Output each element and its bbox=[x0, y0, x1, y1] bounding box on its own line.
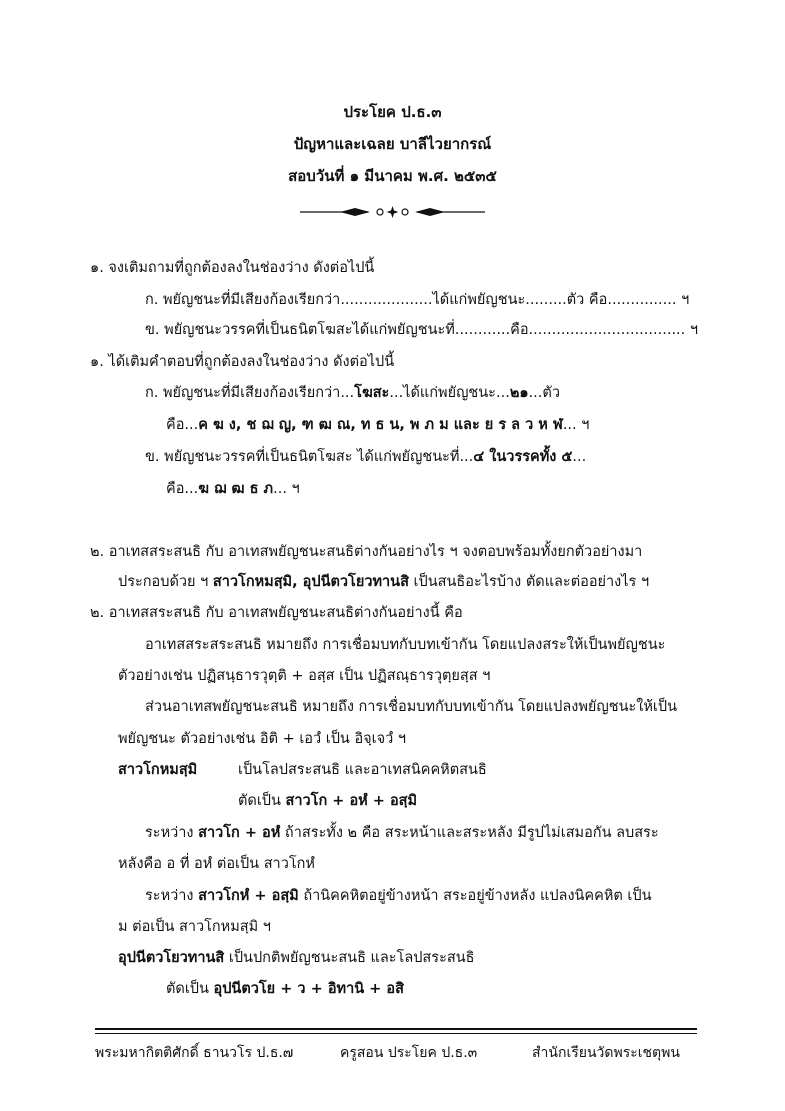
answer-1a-term: โฆสะ bbox=[354, 385, 390, 401]
example-1-rule-2-text: ถ้านิคคหิตอยู่ข้างหน้า สระอยู่ข้างหลัง แปลงนิคคหิต เป็น bbox=[298, 888, 652, 904]
answer-1b-list bbox=[166, 477, 300, 500]
answer-1: ๑. ได้เติมคำตอบที่ถูกต้องลงในช่องว่าง ดังต่อไปนี้ bbox=[90, 354, 395, 370]
example-1-rule-1-cont: หลังคือ อ ที่ อหํ ต่อเป็น สาวโกหํ bbox=[118, 856, 315, 872]
answer-2-consonant-example: พยัญชนะ ตัวอย่างเช่น อิติ + เอวํ เป็น อิจฺเจวํ ฯ bbox=[118, 731, 407, 747]
example-1-cut-parts: สาวโก + อหํ + อสฺมิ bbox=[285, 793, 418, 809]
answer-1b bbox=[145, 445, 586, 468]
example-1-cut bbox=[238, 789, 417, 812]
example-1-desc: เป็นโลปสระสนธิ และอาเทสนิคคหิตสนธิ bbox=[238, 762, 487, 778]
footer-institution: สำนักเรียนวัดพระเชตุพน bbox=[532, 1045, 680, 1061]
question-2-words: สาวโกหมสฺมิ, อุปนีตวโยวทานสิ bbox=[212, 574, 409, 590]
example-2-word: อุปนีตวโยวทานสิ bbox=[118, 950, 225, 966]
example-2-cut-label: ตัดเป็น bbox=[166, 981, 214, 997]
answer-1b-consonants: ฆ ฌ ฒ ธ ภ bbox=[198, 481, 274, 497]
example-2-cut-parts: อุปนีตวโย + ว + อิทานิ + อสิ bbox=[213, 981, 404, 997]
answer-1a-list-prefix: คือ... bbox=[166, 417, 199, 433]
question-2-suffix: เป็นสนธิอะไรบ้าง ตัดและต่ออย่างไร ฯ bbox=[408, 574, 650, 590]
example-1-rule-1-text: ถ้าสระทั้ง ๒ คือ สระหน้าและสระหลัง มีรูปไม่เสมอกัน ลบสระ bbox=[280, 825, 659, 841]
footer-role: ครูสอน ประโยค ป.ธ.๓ bbox=[340, 1045, 478, 1061]
answer-1a-text-mid: ...ได้แก่พยัญชนะ... bbox=[389, 385, 510, 401]
example-1-rule-2-pair: สาวโกหํ + อสฺมิ bbox=[198, 888, 299, 904]
example-1-rule-1 bbox=[145, 821, 659, 844]
example-1-cut-label: ตัดเป็น bbox=[238, 793, 286, 809]
answer-1b-text-end: ... bbox=[572, 449, 587, 465]
answer-1b-list-prefix: คือ... bbox=[166, 481, 199, 497]
answer-2: ๒. อาเทสสระสนธิ กับ อาเทสพยัญชนะสนธิต่างกันอย่างนี้ คือ bbox=[90, 605, 463, 621]
answer-1a-count: ๒๑ bbox=[509, 385, 529, 401]
example-1-rule-2-cont: ม ต่อเป็น สาวโกหมสฺมิ ฯ bbox=[118, 919, 271, 935]
question-1a: ก. พยัญชนะที่มีเสียงก้องเรียกว่า....................ได้แก่พยัญชนะ.........ตัว คือ............... ฯ bbox=[145, 292, 690, 308]
decorative-divider-ornament bbox=[300, 204, 485, 220]
example-1-rule-2-label: ระหว่าง bbox=[145, 888, 199, 904]
answer-1a bbox=[145, 381, 560, 404]
footer-rule-thin bbox=[95, 1033, 697, 1034]
answer-1a-consonants: ค ฆ ง, ช ฌ ญ, ฑ ฒ ณ, ท ธ น, พ ภ ม และ ย ร ล ว ห ฬ bbox=[198, 417, 563, 433]
header-subject: ปัญหาและเฉลย บาลีไวยากรณ์ bbox=[293, 135, 492, 153]
answer-1b-list-suffix: ... ฯ bbox=[273, 481, 300, 497]
answer-1a-list-suffix: ... ฯ bbox=[562, 417, 590, 433]
example-2 bbox=[118, 946, 474, 969]
header-exam-date: สอบวันที่ ๑ มีนาคม พ.ศ. ๒๕๓๕ bbox=[288, 167, 497, 185]
example-2-cut bbox=[166, 977, 404, 1000]
answer-1b-position: ๔ ในวรรคทั้ง ๕ bbox=[473, 449, 573, 465]
answer-1a-text: ก. พยัญชนะที่มีเสียงก้องเรียกว่า... bbox=[145, 385, 355, 401]
question-1: ๑. จงเติมถามที่ถูกต้องลงในช่องว่าง ดังต่อไปนี้ bbox=[90, 260, 375, 276]
question-2: ๒. อาเทสสระสนธิ กับ อาเทสพยัญชนะสนธิต่างกันอย่างไร ฯ จงตอบพร้อมทั้งยกตัวอย่างมา bbox=[90, 544, 643, 560]
footer-author: พระมหากิตติศักดิ์ ธานวโร ป.ธ.๗ bbox=[95, 1045, 294, 1061]
question-1b: ข. พยัญชนะวรรคที่เป็นธนิตโฆสะได้แก่พยัญชนะที่............คือ.................................. ฯ bbox=[145, 322, 699, 338]
example-1-word-bold: สาวโกหมสฺมิ bbox=[118, 762, 198, 778]
answer-2-vowel-example: ตัวอย่างเช่น ปฏิสนฺธารวุตฺติ + อสฺส เป็น ปฏิสณฺธารวุตฺยสฺส ฯ bbox=[118, 668, 491, 684]
example-1-rule-1-label: ระหว่าง bbox=[145, 825, 199, 841]
answer-1a-list bbox=[166, 413, 589, 436]
answer-1a-text-end: ...ตัว bbox=[528, 385, 560, 401]
question-2-prefix: ประกอบด้วย ฯ bbox=[118, 574, 213, 590]
answer-1b-text: ข. พยัญชนะวรรคที่เป็นธนิตโฆสะ ได้แก่พยัญชนะที่... bbox=[145, 449, 474, 465]
example-1-word bbox=[118, 758, 197, 781]
footer-rule-thick bbox=[95, 1028, 697, 1030]
answer-2-consonant-def: ส่วนอาเทสพยัญชนะสนธิ หมายถึง การเชื่อมบทกับบทเข้ากัน โดยแปลงพยัญชนะให้เป็น bbox=[145, 699, 677, 715]
answer-2-vowel-def: อาเทสสระสระสนธิ หมายถึง การเชื่อมบทกับบทเข้ากัน โดยแปลงสระให้เป็นพยัญชนะ bbox=[145, 637, 666, 653]
example-1-rule-1-pair: สาวโก + อหํ bbox=[198, 825, 281, 841]
question-2-cont bbox=[118, 570, 649, 593]
example-2-desc: เป็นปกติพยัญชนะสนธิ และโลปสระสนธิ bbox=[224, 950, 475, 966]
example-1-rule-2 bbox=[145, 884, 652, 907]
header-level: ประโยค ป.ธ.๓ bbox=[343, 103, 442, 121]
